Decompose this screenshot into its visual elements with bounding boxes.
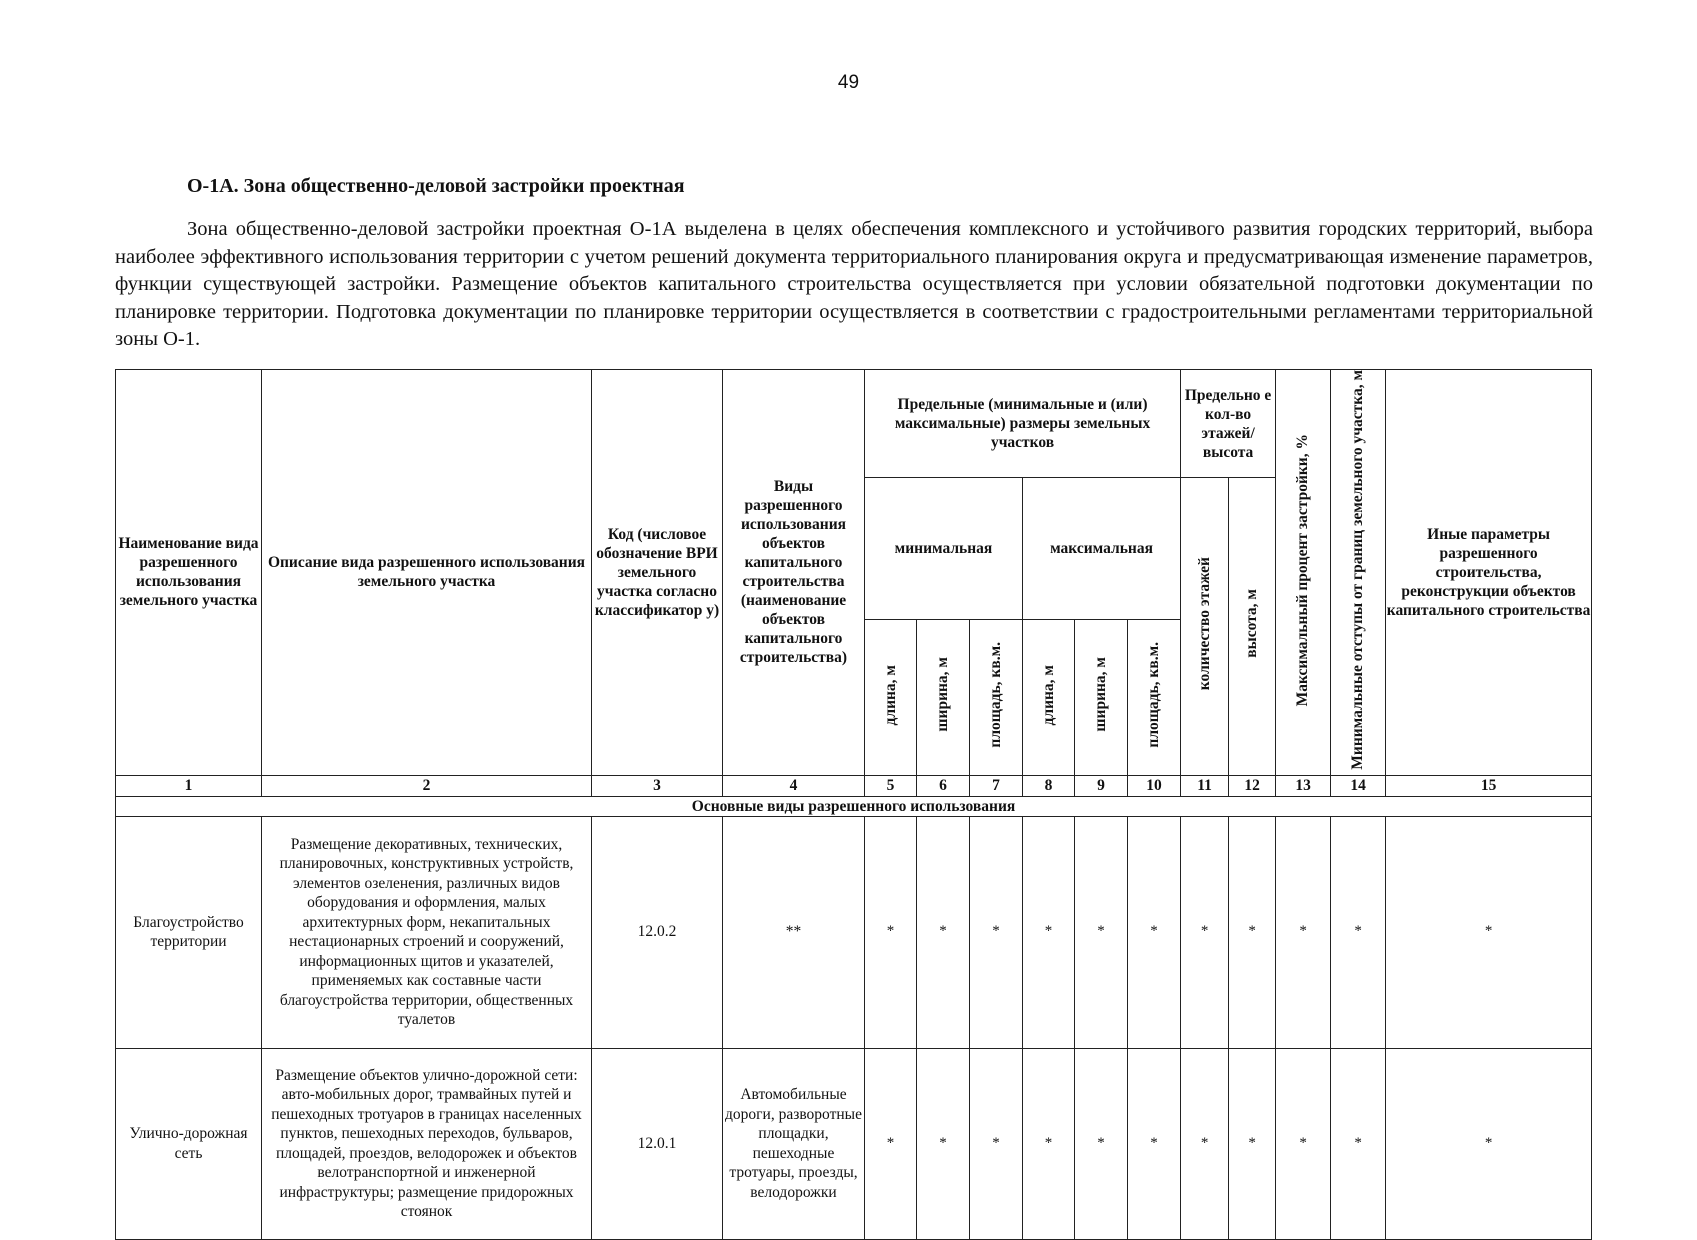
objects-cell: **	[723, 816, 865, 1048]
header-max-percent: Максимальный процент застройки, %	[1276, 370, 1331, 776]
header-other-params: Иные параметры разрешенного строительства, реконструкции объектов капитального строительства	[1386, 370, 1592, 776]
header-height: высота, м	[1229, 478, 1276, 776]
value-cell: *	[1386, 1048, 1592, 1239]
table-row	[116, 1048, 1592, 1239]
column-number: 9	[1075, 775, 1128, 796]
value-cell: *	[1023, 1048, 1075, 1239]
code-cell: 12.0.2	[592, 816, 723, 1048]
zone-heading: О-1А. Зона общественно-деловой застройки проектная	[187, 175, 685, 197]
objects-cell: Автомобильные дороги, разворотные площадки, пешеходные тротуары, проезды, велодорожки	[723, 1048, 865, 1239]
description-cell: Размещение объектов улично-дорожной сети: авто-мобильных дорог, трамвайных путей и пешеходных тротуаров в границах населенных пунктов, пешеходных переходов, бульваров, площадей, проездов, велодорожек и объектов велотранспортной и инженерной инфраструктуры; размещение придорожных стоянок	[262, 1048, 592, 1239]
value-cell: *	[1128, 816, 1181, 1048]
value-cell: *	[865, 816, 917, 1048]
header-maximum: максимальная	[1023, 478, 1181, 620]
column-number: 11	[1181, 775, 1229, 796]
header-max-width: ширина, м	[1075, 619, 1128, 775]
description-cell: Размещение декоративных, технических, планировочных, конструктивных устройств, элементов озеленения, различных видов оборудования и оформления, малых архитектурных форм, некапитальных нестационарных строений и сооружений, информационных щитов и указателей, применяемых как составные части благоустройства территории, общественных туалетов	[262, 816, 592, 1048]
header-min-width: ширина, м	[917, 619, 970, 775]
header-objects: Виды разрешенного использования объектов капитального строительства (наименование объектов капитального строительства)	[723, 370, 865, 776]
header-min-length: длина, м	[865, 619, 917, 775]
section-title: Основные виды разрешенного использования	[116, 796, 1592, 816]
vri-name-cell: Благоустройство территории	[116, 816, 262, 1048]
vri-name-cell: Улично-дорожная сеть	[116, 1048, 262, 1239]
column-number: 10	[1128, 775, 1181, 796]
column-number: 12	[1229, 775, 1276, 796]
header-description: Описание вида разрешенного использования земельного участка	[262, 370, 592, 776]
value-cell: *	[1331, 1048, 1386, 1239]
column-number: 6	[917, 775, 970, 796]
value-cell: *	[1276, 1048, 1331, 1239]
value-cell: *	[1075, 1048, 1128, 1239]
value-cell: *	[1181, 816, 1229, 1048]
value-cell: *	[1229, 816, 1276, 1048]
column-number: 7	[970, 775, 1023, 796]
column-number: 14	[1331, 775, 1386, 796]
column-number: 1	[116, 775, 262, 796]
value-cell: *	[1181, 1048, 1229, 1239]
header-minimum: минимальная	[865, 478, 1023, 620]
section-row	[116, 796, 1592, 816]
column-number: 5	[865, 775, 917, 796]
header-code: Код (числовое обозначение ВРИ земельного участка согласно классификатор у)	[592, 370, 723, 776]
value-cell: *	[1276, 816, 1331, 1048]
header-vri-name: Наименование вида разрешенного использования земельного участка	[116, 370, 262, 776]
value-cell: *	[917, 1048, 970, 1239]
code-cell: 12.0.1	[592, 1048, 723, 1239]
column-number: 4	[723, 775, 865, 796]
value-cell: *	[1386, 816, 1592, 1048]
page-number: 49	[837, 72, 860, 93]
column-number: 3	[592, 775, 723, 796]
regulations-table	[115, 369, 1592, 1240]
value-cell: *	[865, 1048, 917, 1239]
header-min-setback: Минимальные отступы от границ земельного участка, м	[1331, 370, 1386, 776]
header-plot-sizes: Предельные (минимальные и (или) максимальные) размеры земельных участков	[865, 370, 1181, 478]
value-cell: *	[1128, 1048, 1181, 1239]
value-cell: *	[1229, 1048, 1276, 1239]
header-floors: количество этажей	[1181, 478, 1229, 776]
column-number-row	[116, 775, 1592, 796]
value-cell: *	[970, 816, 1023, 1048]
value-cell: *	[970, 1048, 1023, 1239]
table-row	[116, 816, 1592, 1048]
value-cell: *	[1075, 816, 1128, 1048]
header-max-area: площадь, кв.м.	[1128, 619, 1181, 775]
intro-paragraph: Зона общественно-деловой застройки проектная О-1А выделена в целях обеспечения комплексного и устойчивого развития городских территорий, выбора наиболее эффективного использования территории с учетом решений документа территориального планирования округа и предусматривающая изменение параметров, функции существующей застройки. Размещение объектов капитального строительства осуществляется при условии обязательной подготовки документации по планировке территории. Подготовка документации по планировке территории осуществляется в соответствии с градостроительными регламентами территориальной зоны О-1.	[115, 218, 1593, 350]
value-cell: *	[1023, 816, 1075, 1048]
header-min-area: площадь, кв.м.	[970, 619, 1023, 775]
column-number: 15	[1386, 775, 1592, 796]
header-floors-group: Предельно е кол-во этажей/ высота	[1181, 370, 1276, 478]
column-number: 8	[1023, 775, 1075, 796]
value-cell: *	[917, 816, 970, 1048]
value-cell: *	[1331, 816, 1386, 1048]
header-row-1	[116, 370, 1592, 478]
column-number: 13	[1276, 775, 1331, 796]
column-number: 2	[262, 775, 592, 796]
header-max-length: длина, м	[1023, 619, 1075, 775]
